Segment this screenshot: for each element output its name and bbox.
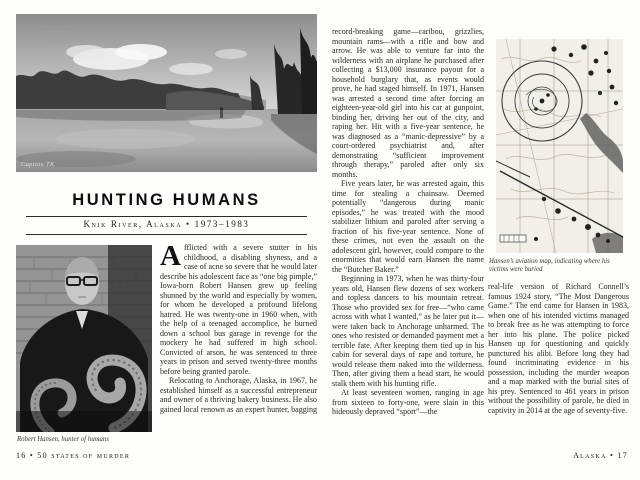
aviation-map-photo <box>496 39 623 253</box>
paragraph: Five years later, he was arrested again, this time for stealing a chainsaw. Deemed potentially “dangerous during manic episodes,” he was treated with the mood stabilizer lithium and paroled after serving a fraction of his five-year sentence. None of these crimes, not even the assault on the adolescent girl, however, could compare to the enormities that would earn Hansen the name the “Butcher Baker.” <box>332 179 484 274</box>
river-landscape-art <box>16 14 317 172</box>
river-landscape-photo <box>16 14 317 172</box>
left-page-text-column <box>160 240 317 414</box>
aviation-map-art <box>496 39 623 253</box>
paragraph: Beginning in 1973, when he was thirty-four years old, Hansen flew dozens of sex workers and topless dancers to his mountain retreat. Those who provided sex for free—“who came across with what I wanted,” as he later put it—were taken back to Anchorage unharmed. The ones who resisted or demanded payment met a terrible fate. After keeping them tied up in his cabin for several days of rape and torture, he would release them naked into the wilderness. Then, after giving them a head start, he would stalk them with his hunting rifle. <box>332 274 484 388</box>
paragraph: record-breaking game—caribou, grizzlies, mountain rams—with a rifle and bow and arrow. He was able to venture far into the wilderness with an airplane he purchased after collecting a $13,000 insurance payout for a household burglary that, as events would prove, he had staged himself. In 1971, Hansen was arrested a second time after forcing an eighteen-year-old girl into his car at gunpoint, binding her, driving her out of the city, and raping her. Hit with a five-year sentence, he was diagnosed as a “manic-depressive” by a court-ordered psychiatrist and, after demonstrating “sufficient improvement through therapy,” paroled after only six months. <box>332 27 484 179</box>
right-page-column-2 <box>488 282 629 415</box>
drop-cap: A <box>160 240 181 272</box>
paragraph: At least seventeen women, ranging in age from sixteen to forty-one, were slain in this hideously depraved “sport”—the <box>332 388 484 416</box>
photo-credit: Caption TK <box>21 161 55 168</box>
right-page-column-1 <box>332 27 484 417</box>
subtitle-rule-bottom <box>26 234 307 235</box>
portrait-caption: Robert Hansen, hunter of humans <box>17 436 109 443</box>
chapter-title: HUNTING HUMANS <box>72 191 261 209</box>
hansen-portrait-art <box>16 245 152 432</box>
paragraph <box>160 240 317 376</box>
left-page-folio: 16 • 50 states of murder <box>16 451 131 460</box>
paragraph-text: fflicted with a severe stutter in his childhood, a disabling shyness, and a case of acne so severe that he would later describe his adolescent face as “one big pimple,” Iowa-born Robert Hansen grew up feeling shunned by the world and especially by women, for whom he developed a profound lifelong hatred. He was twenty-one in 1960 when, with the help of a teenaged accomplice, he burned down a school bus garage in revenge for the mockery he had suffered in high school. Convicted of arson, he was sentenced to three years in prison and served twenty-three months before being granted parole. <box>160 243 317 376</box>
paragraph: Relocating to Anchorage, Alaska, in 1967, he established himself as a successful entrepreneur and owner of a thriving bakery business. He also gained local renown as an expert hunter, bagging <box>160 376 317 414</box>
map-caption: Hansen’s aviation map, indicating where his victims were buried <box>489 258 610 273</box>
chapter-subtitle: Knik River, Alaska • 1973–1983 <box>83 219 250 229</box>
hansen-portrait-photo <box>16 245 152 432</box>
subtitle-rule-top <box>26 216 307 217</box>
right-page-folio: Alaska • 17 <box>573 451 628 460</box>
paragraph: real-life version of Richard Connell’s famous 1924 story, “The Most Dangerous Game.” The end came for Hansen in 1983, when one of his intended victims managed to break free as he was attempting to force her into his plane. The police picked Hansen up for questioning and quickly punctured his alibi. Before long they had found incriminating evidence in his possession, including the murder weapon and a map marked with the burial sites of his prey. Sentenced to 461 years in prison without the possibility of parole, he died in captivity in 2014 at the age of seventy-five. <box>488 282 629 415</box>
